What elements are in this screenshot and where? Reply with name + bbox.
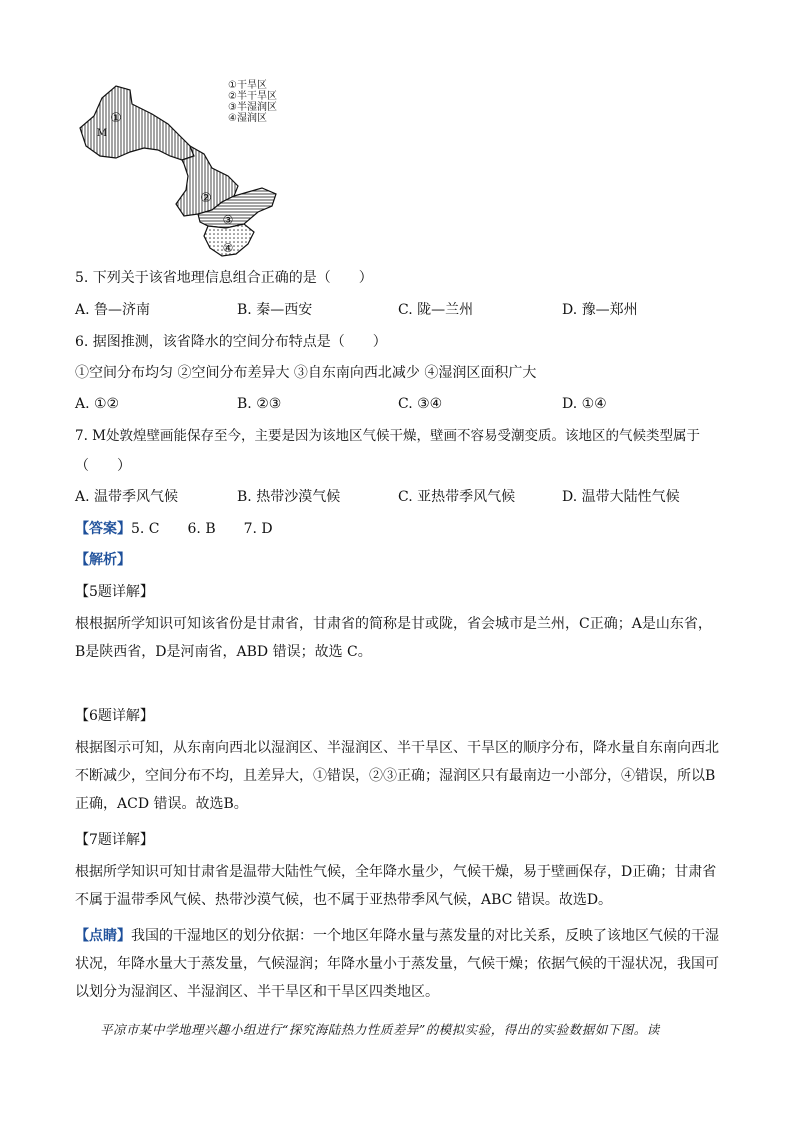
region-label-1: ① bbox=[110, 111, 122, 126]
legend-item: ④湿润区 bbox=[228, 113, 267, 124]
question-5-stem: 5. 下列关于该省地理信息组合正确的是（ ） bbox=[75, 270, 373, 286]
question-6-option-a: A. ①② bbox=[75, 396, 120, 412]
question-6-option-c: C. ③④ bbox=[398, 396, 443, 412]
question-5-option-b: B. 秦—西安 bbox=[237, 302, 313, 318]
legend-item: ②半干旱区 bbox=[228, 91, 277, 102]
question-7-stem: 7. M处敦煌壁画能保存至今，主要是因为该地区气候干燥，壁画不容易受潮变质。该地区的气候类型属于 bbox=[75, 428, 700, 444]
answer-line bbox=[75, 519, 273, 539]
question-7-option-d: D. 温带大陆性气候 bbox=[562, 489, 680, 505]
map-marker-m: M bbox=[96, 128, 108, 139]
next-question-intro: 平凉市某中学地理兴趣小组进行“探究海陆热力性质差异”的模拟实验，得出的实验数据如下图。读 bbox=[100, 1022, 660, 1037]
region-label-2: ② bbox=[200, 191, 212, 206]
dianjing-block bbox=[75, 922, 720, 1006]
detail-5-text: 根根据所学知识可知该省份是甘肃省，甘肃省的简称是甘或陇，省会城市是兰州，C正确；A是山东省，B是陕西省，D是河南省，ABD 错误；故选 C。 bbox=[75, 616, 712, 660]
question-6-statements: ①空间分布均匀 ②空间分布差异大 ③自东南向西北减少 ④湿润区面积广大 bbox=[75, 365, 537, 381]
detail-7-text: 根据所学知识可知甘肃省是温带大陆性气候，全年降水量少，气候干燥，易于壁画保存，D正确；甘肃省不属于温带季风气候、热带沙漠气候，也不属于亚热带季风气候，ABC 错误。故选D。 bbox=[75, 864, 717, 908]
detail-7-title: 【7题详解】 bbox=[75, 832, 154, 848]
question-5-option-c: C. 陇—兰州 bbox=[398, 302, 474, 318]
dianjing-text: 我国的干湿地区的划分依据：一个地区年降水量与蒸发量的对比关系，反映了该地区气候的干湿状况，年降水量大于蒸发量，气候湿润；年降水量小于蒸发量，气候干燥；依据气候的干湿状况，我国可以划分为湿润区、半湿润区、半干旱区和干旱区四类地区。 bbox=[75, 928, 719, 1000]
detail-6-title: 【6题详解】 bbox=[75, 708, 154, 724]
detail-6-text: 根据图示可知，从东南向西北以湿润区、半湿润区、半干旱区、干旱区的顺序分布，降水量自东南向西北不断减少，空间分布不均，且差异大，①错误，②③正确；湿润区只有最南边一小部分，④错误，所以B 正确，ACD 错误。故选B。 bbox=[75, 740, 719, 812]
region-label-3: ③ bbox=[222, 213, 234, 227]
question-5-option-a: A. 鲁—济南 bbox=[75, 302, 151, 318]
question-7-option-b: B. 热带沙漠气候 bbox=[237, 489, 341, 505]
answer-label: 【答案】 bbox=[75, 521, 131, 537]
question-6-option-d: D. ①④ bbox=[562, 396, 607, 412]
region-arid bbox=[80, 86, 194, 160]
question-6-stem: 6. 据图推测，该省降水的空间分布特点是（ ） bbox=[75, 334, 387, 350]
detail-5-title: 【5题详解】 bbox=[75, 584, 154, 600]
legend-item: ①干旱区 bbox=[228, 80, 267, 91]
legend-item: ③半湿润区 bbox=[228, 102, 277, 113]
region-label-4: ④ bbox=[222, 241, 234, 255]
dianjing-label: 【点睛】 bbox=[75, 928, 131, 944]
question-5-option-d: D. 豫—郑州 bbox=[562, 302, 638, 318]
question-7-stem-cont: （ ） bbox=[75, 458, 131, 474]
analysis-label: 【解析】 bbox=[75, 552, 131, 568]
answer-text: 5. C 6. B 7. D bbox=[131, 521, 273, 537]
question-7-option-c: C. 亚热带季风气候 bbox=[398, 489, 516, 505]
map-legend bbox=[228, 80, 277, 124]
question-7-option-a: A. 温带季风气候 bbox=[75, 489, 179, 505]
question-6-option-b: B. ②③ bbox=[237, 396, 282, 412]
